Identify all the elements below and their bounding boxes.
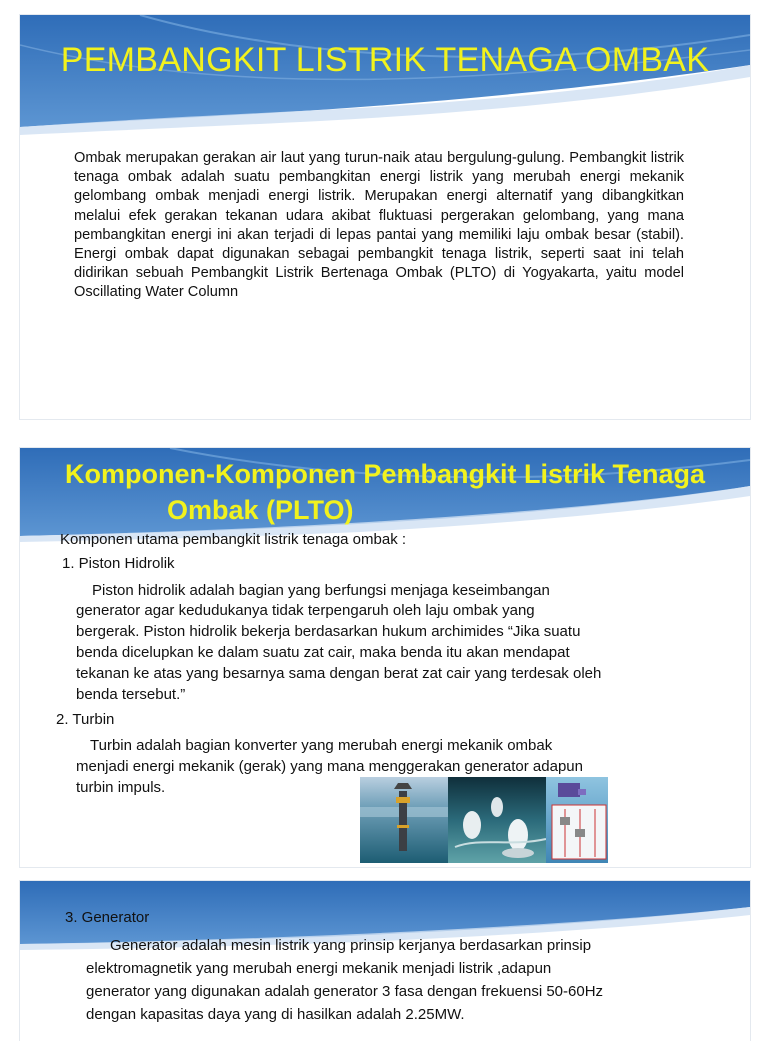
piston-line: Piston hidrolik adalah bagian yang berfungsi menjaga keseimbangan (92, 582, 550, 599)
buoy-image (360, 777, 448, 863)
piston-line: benda tersebut.” (76, 686, 186, 703)
piston-line: generator agar kedudukanya tidak terpengaruh oleh laju ombak yang (76, 602, 535, 619)
item-heading-generator: 3. Generator (65, 909, 150, 926)
slide-1 (20, 15, 750, 419)
wave-power-images (360, 777, 608, 863)
turbin-line: menjadi energi mekanik (gerak) yang mana menggerakan generator adapun (76, 758, 583, 775)
piston-line: benda dicelupkan ke dalam suatu zat cair, maka benda itu akan mendapat (76, 644, 570, 661)
generator-line: generator yang digunakan adalah generator 3 fasa dengan frekuensi 50-60Hz (86, 983, 604, 1000)
slide-2 (20, 448, 750, 867)
turbin-line: Turbin adalah bagian konverter yang merubah energi mekanik ombak (90, 737, 553, 754)
generator-line: dengan kapasitas daya yang di hasilkan adalah 2.25MW. (86, 1006, 465, 1023)
title-line-1: Komponen-Komponen Pembangkit Listrik Tenaga (64, 459, 706, 489)
intro-paragraph: Ombak merupakan gerakan air laut yang turun-naik atau bergulung-gulung. Pembangkit listrik tenaga ombak adalah suatu pembangkitan energi listrik yang merubah energi mekanik gelombang ombak menjadi energi listrik. Merupakan energi alternatif yang dibangkitkan melalui efek gerakan tekanan udara akibat fluktuasi pergerakan gelombang, yang mana pembangkitan energi ini akan terjadi di lepas pantai yang memiliki laju ombak besar (stabil). Energi ombak dapat digunakan sebagai pembangkit tenaga listrik, seperti saat ini telah didirikan sebuah Pembangkit Listrik Bertenaga Ombak (PLTO) di Yogyakarta, yaitu model Oscillating Water Column (74, 150, 684, 301)
item-heading-piston: 1. Piston Hidrolik (62, 555, 175, 572)
item-heading-turbin: 2. Turbin (56, 711, 115, 728)
turbin-line: turbin impuls. (76, 779, 166, 796)
title-line-2: Ombak (PLTO) (167, 495, 354, 525)
slide-title: PEMBANGKIT LISTRIK TENAGA OMBAK (60, 41, 710, 79)
generator-line: Generator adalah mesin listrik yang prinsip kerjanya berdasarkan prinsip (110, 937, 592, 954)
piston-line: bergerak. Piston hidrolik bekerja berdasarkan hukum archimides “Jika suatu (76, 623, 581, 640)
turbine-array-image (448, 777, 546, 863)
slide-title (20, 456, 750, 528)
generator-line: elektromagnetik yang merubah energi mekanik menjadi listrik ,adapun (86, 960, 552, 977)
slide-3 (20, 881, 750, 1041)
piston-line: tekanan ke atas yang besarnya sama dengan berat zat cair yang terdesak oleh (76, 665, 602, 682)
diagram-image (546, 777, 608, 863)
components-intro: Komponen utama pembangkit listrik tenaga ombak : (60, 531, 407, 548)
